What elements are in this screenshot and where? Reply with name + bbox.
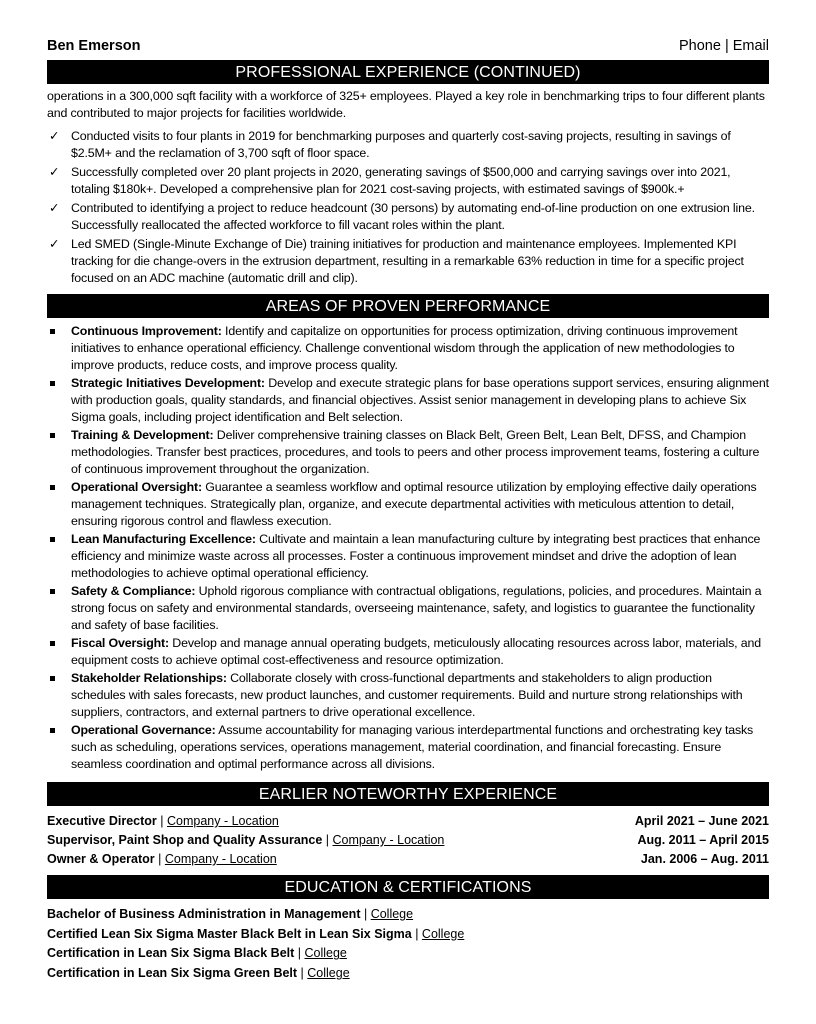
job-role: Owner & Operator xyxy=(47,852,155,866)
education-list xyxy=(47,905,769,984)
list-item: Lean Manufacturing Excellence: Cultivate and maintain a lean manufacturing culture by integrating best practices that enhance efficiency and minimize waste across all processes. Foster a continuous improvement mindset and drive the adoption of lean methodologies to achieve optimal operational efficiency. xyxy=(47,531,769,582)
square-bullet-icon xyxy=(50,485,55,490)
job-role: Supervisor, Paint Shop and Quality Assurance xyxy=(47,833,323,847)
table-row: Owner & Operator | Company - Location Jan. 2006 – Aug. 2011 xyxy=(47,850,769,869)
list-item: ✓ Successfully completed over 20 plant projects in 2020, generating savings of $500,000 and carrying savings over into 2021, totaling $180k+. Developed a comprehensive plan for 2021 cost-saving projects, with estimated savings of $900k.+ xyxy=(49,165,731,196)
resume-page xyxy=(47,38,769,984)
list-item: Certification in Lean Six Sigma Green Belt | College xyxy=(47,966,350,981)
degree: Certified Lean Six Sigma Master Black Belt in Lean Six Sigma xyxy=(47,926,412,941)
company-link[interactable]: Company - Location xyxy=(164,852,277,866)
experience-intro: operations in a 300,000 sqft facility with a workforce of 325+ employees. Played a key role in benchmarking trips to four different plants and contributed to major projects for facilities worldwide. xyxy=(47,89,765,120)
list-item: ✓ Conducted visits to four plants in 2019 for benchmarking purposes and quarterly cost-saving projects, resulting in savings of $2.5M+ and the reclamation of 3,700 sqft of floor space. xyxy=(49,129,731,160)
school-link[interactable]: College xyxy=(370,907,414,921)
checkmark-icon: ✓ xyxy=(49,129,60,143)
list-item: Safety & Compliance: Uphold rigorous compliance with contractual obligations, regulations, policies, and procedures. Maintain a strong focus on safety and environmental standards, overseeing maintenance, safety, and logistics to guarantee the functionality and safety of base facilities. xyxy=(47,583,769,634)
square-bullet-icon xyxy=(50,329,55,334)
job-dates: April 2021 – June 2021 xyxy=(634,814,769,828)
section-title-education: EDUCATION & CERTIFICATIONS xyxy=(47,875,769,899)
school-link[interactable]: College xyxy=(307,966,350,981)
earlier-experience-list xyxy=(47,812,769,869)
checkmark-icon: ✓ xyxy=(49,201,60,215)
list-item: Fiscal Oversight: Develop and manage annual operating budgets, meticulously allocating resources across labor, materials, and equipment costs to achieve optimal cost-effectiveness and resource optimization. xyxy=(47,635,769,669)
list-item: Operational Oversight: Guarantee a seamless workflow and optimal resource utilization by employing effective daily operations management techniques. Strategically plan, organize, and execute departmental activities with meticulous attention to detail, ensuring rigorous control and flawless execution. xyxy=(47,479,769,530)
square-bullet-icon xyxy=(50,641,55,646)
list-item: Bachelor of Business Administration in Management | College xyxy=(47,907,414,921)
resume-header xyxy=(47,38,769,58)
list-item: Certification in Lean Six Sigma Black Belt | College xyxy=(47,946,347,961)
list-item: Certified Lean Six Sigma Master Black Belt in Lean Six Sigma | College xyxy=(47,926,465,941)
square-bullet-icon xyxy=(50,676,55,681)
candidate-name: Ben Emerson xyxy=(47,38,141,54)
section-title-experience: PROFESSIONAL EXPERIENCE (CONTINUED) xyxy=(47,60,769,84)
section-title-earlier: EARLIER NOTEWORTHY EXPERIENCE xyxy=(47,782,769,806)
square-bullet-icon xyxy=(50,589,55,594)
checkmark-icon: ✓ xyxy=(49,165,60,179)
table-row: Executive Director | Company - Location April 2021 – June 2021 xyxy=(47,812,769,831)
school-link[interactable]: College xyxy=(421,926,465,941)
list-item: Training & Development: Deliver comprehensive training classes on Black Belt, Green Belt, Lean Belt, DFSS, and Champion methodologies. Transfer best practices, procedures, and tools to peers and other process improvement teams, fostering a culture of continuous improvement throughout the organization. xyxy=(47,427,769,478)
list-item: ✓ Led SMED (Single-Minute Exchange of Die) training initiatives for production and maintenance employees. Implemented KPI tracking for die change-overs in the extrusion department, resulting in a remarkable 63% reduction in time for a specific project focused on an ADC machine (automatic drill and clip). xyxy=(49,237,744,285)
job-dates: Jan. 2006 – Aug. 2011 xyxy=(640,852,769,866)
table-row: Supervisor, Paint Shop and Quality Assurance | Company - Location Aug. 2011 – April 2015 xyxy=(47,831,769,850)
job-dates: Aug. 2011 – April 2015 xyxy=(637,833,769,847)
performance-list xyxy=(47,323,769,773)
square-bullet-icon xyxy=(50,728,55,733)
job-role: Executive Director xyxy=(47,814,157,828)
school-link[interactable]: College xyxy=(304,946,347,961)
section-title-performance: AREAS OF PROVEN PERFORMANCE xyxy=(47,294,769,318)
experience-bullets xyxy=(47,128,769,287)
degree: Certification in Lean Six Sigma Green Belt xyxy=(47,966,298,981)
checkmark-icon: ✓ xyxy=(49,237,60,251)
contact-info: Phone | Email xyxy=(678,38,769,54)
list-item: Strategic Initiatives Development: Develop and execute strategic plans for base operations support services, ensuring alignment with production goals, quality standards, and financial objectives. Assist senior management in developing plans to achieve Six Sigma goals, including project identification and Belt selection. xyxy=(47,375,769,426)
square-bullet-icon xyxy=(50,433,55,438)
company-link[interactable]: Company - Location xyxy=(166,814,279,828)
square-bullet-icon xyxy=(50,381,55,386)
square-bullet-icon xyxy=(50,537,55,542)
list-item: ✓ Contributed to identifying a project to reduce headcount (30 persons) by automating end-of-line production on one extrusion line. Successfully reallocated the affected workforce to fill vacant roles within the plant. xyxy=(49,201,755,232)
company-link[interactable]: Company - Location xyxy=(332,833,445,847)
degree: Certification in Lean Six Sigma Black Belt xyxy=(47,946,295,961)
list-item: Continuous Improvement: Identify and capitalize on opportunities for process optimization, driving continuous improvement initiatives to enhance operational efficiency. Challenge conventional wisdom through the application of new methodologies to improve products, reduce costs, and improve process quality. xyxy=(47,323,769,374)
list-item: Stakeholder Relationships: Collaborate closely with cross-functional departments and stakeholders to align production schedules with sales forecasts, new product launches, and customer requirements. Build and nurture strong relationships with suppliers, contractors, and external partners to drive operational excellence. xyxy=(47,670,769,721)
degree: Bachelor of Business Administration in Management xyxy=(47,907,361,921)
list-item: Operational Governance: Assume accountability for managing various interdepartmental functions and orchestrating key tasks such as scheduling, operations services, operations management, material coordination, and financial forecasting. Ensure seamless coordination and optimal performance across all divisions. xyxy=(47,722,769,773)
